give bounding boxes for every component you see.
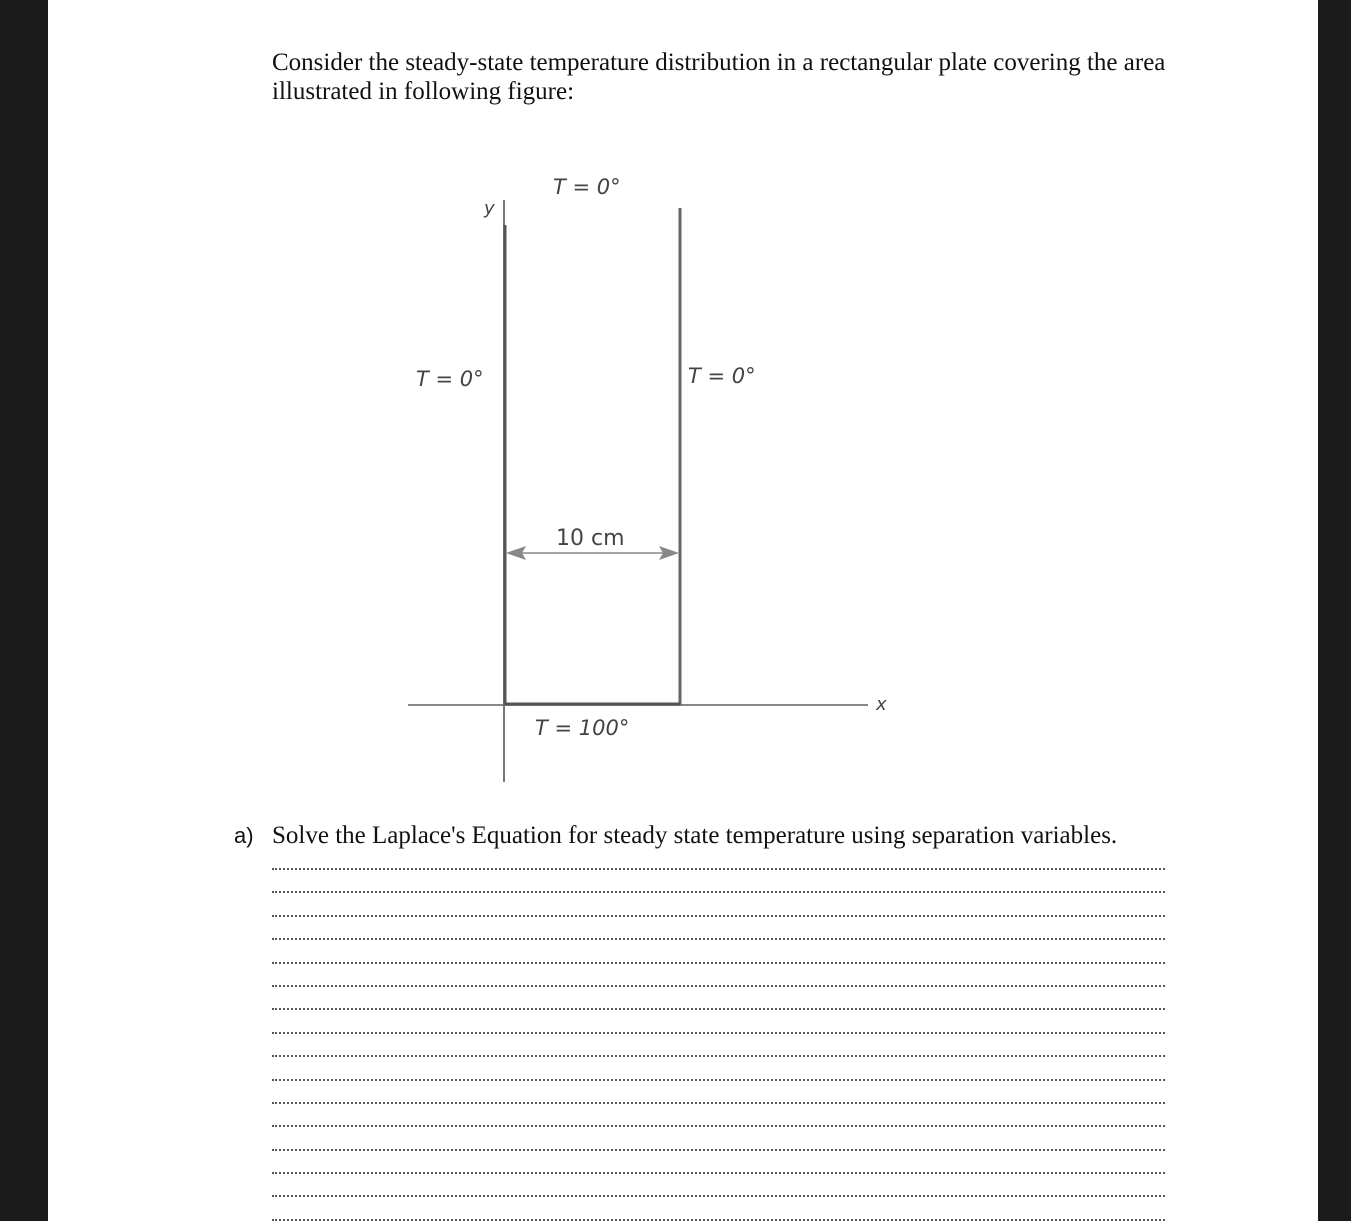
x-axis-label: x	[876, 694, 887, 715]
answer-line[interactable]	[272, 938, 1165, 961]
width-label: 10 cm	[556, 526, 625, 551]
answer-line[interactable]	[272, 891, 1165, 914]
answer-line[interactable]	[272, 962, 1165, 985]
answer-line[interactable]	[272, 868, 1165, 891]
document-page	[48, 0, 1318, 1221]
answer-line[interactable]	[272, 1195, 1165, 1218]
question-text: Solve the Laplace's Equation for steady state temperature using separation variables.	[272, 822, 1118, 849]
answer-line[interactable]	[272, 915, 1165, 938]
question-marker: a)	[234, 823, 254, 848]
bottom-boundary-label: T = 100°	[535, 716, 630, 740]
answer-line[interactable]	[272, 1149, 1165, 1172]
answer-line[interactable]	[272, 1079, 1165, 1102]
answer-line[interactable]	[272, 985, 1165, 1008]
answer-line[interactable]	[272, 1008, 1165, 1031]
top-boundary-label: T = 0°	[553, 175, 621, 199]
answer-line[interactable]	[272, 1102, 1165, 1125]
right-boundary-label: T = 0°	[688, 364, 756, 388]
answer-line[interactable]	[272, 1125, 1165, 1148]
plate-diagram	[48, 0, 1318, 820]
answer-line[interactable]	[272, 1055, 1165, 1078]
answer-area[interactable]	[272, 868, 1165, 1221]
intro-paragraph: Consider the steady-state temperature distribution in a rectangular plate covering the area illustrated in following figure:	[272, 49, 1166, 105]
y-axis-label: y	[484, 198, 495, 219]
question-a	[234, 822, 1117, 850]
left-boundary-label: T = 0°	[416, 367, 484, 391]
answer-line[interactable]	[272, 1032, 1165, 1055]
answer-line[interactable]	[272, 1172, 1165, 1195]
